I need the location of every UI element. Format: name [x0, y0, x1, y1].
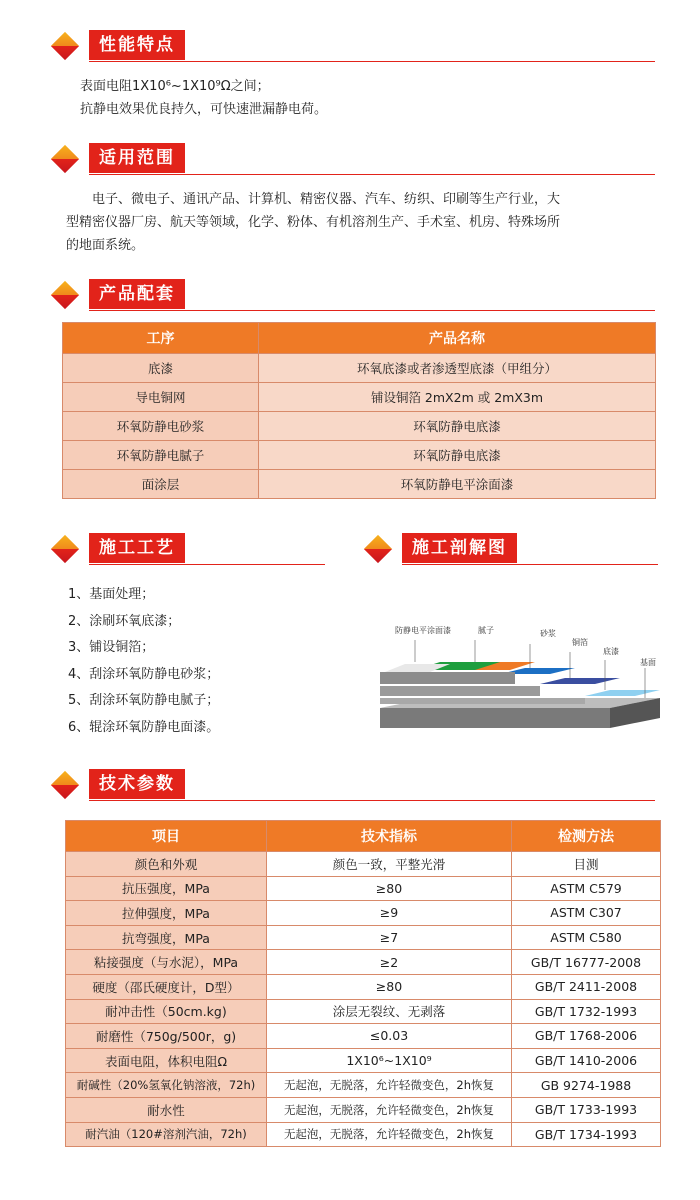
table-cell: GB/T 2411-2008: [512, 974, 661, 999]
table-cell: 环氧防静电平涂面漆: [259, 470, 656, 499]
table-cell: 目测: [512, 852, 661, 877]
table-cell: 抗弯强度，MPa: [66, 925, 267, 950]
section-header-products: [55, 279, 655, 311]
table-cell: 耐汽油（120#溶剂汽油，72h): [66, 1122, 267, 1147]
scope-line: 电子、微电子、通讯产品、计算机、精密仪器、汽车、纺织、印刷等生产行业，大: [92, 192, 561, 207]
section-header-tech: [55, 769, 655, 801]
table-row: [66, 1122, 661, 1147]
divider: [89, 174, 655, 175]
table-cell: 抗压强度，MPa: [66, 876, 267, 901]
table-cell: GB/T 1734-1993: [512, 1122, 661, 1147]
table-cell: ASTM C307: [512, 901, 661, 926]
diamond-icon: [51, 145, 79, 173]
column-header: 产品名称: [259, 323, 656, 354]
table-cell: 无起泡，无脱落，允许轻微变色，2h恢复: [267, 1073, 512, 1098]
column-header: 工序: [63, 323, 259, 354]
table-row: [66, 950, 661, 975]
table-row: [63, 383, 656, 412]
section-header-diagram: [368, 533, 658, 565]
layer-base-front: [380, 708, 610, 728]
products-table: [62, 322, 656, 499]
section-title: 适用范围: [89, 143, 185, 173]
table-row: [66, 852, 661, 877]
diagram-label: 底漆: [603, 647, 619, 656]
table-cell: 颜色一致，平整光滑: [267, 852, 512, 877]
divider: [89, 61, 655, 62]
table-cell: ≥80: [267, 876, 512, 901]
table-cell: 无起泡，无脱落，允许轻微变色，2h恢复: [267, 1097, 512, 1122]
table-cell: GB/T 1410-2006: [512, 1048, 661, 1073]
table-header-row: [63, 323, 656, 354]
table-cell: 底漆: [63, 354, 259, 383]
table-cell: 表面电阻，体积电阻Ω: [66, 1048, 267, 1073]
section-title: 施工剖解图: [402, 533, 517, 563]
table-cell: GB/T 1768-2006: [512, 1024, 661, 1049]
table-row: [66, 925, 661, 950]
list-item: 3、铺设铜箔；: [68, 640, 155, 655]
diagram-label: 腻子: [478, 626, 494, 635]
table-cell: GB/T 1733-1993: [512, 1097, 661, 1122]
diagram-label: 砂浆: [540, 629, 556, 638]
table-row: [63, 441, 656, 470]
diamond-icon: [51, 281, 79, 309]
section-title: 性能特点: [89, 30, 185, 60]
list-item: 2、涂刷环氧底漆；: [68, 613, 181, 629]
table-cell: 环氧防静电砂浆: [63, 412, 259, 441]
section-title: 产品配套: [89, 279, 185, 309]
table-row: [66, 1097, 661, 1122]
table-cell: 拉伸强度，MPa: [66, 901, 267, 926]
table-cell: 导电铜网: [63, 383, 259, 412]
scope-line: 型精密仪器厂房、航天等领域，化学、粉体、有机溶剂生产、手术室、机房、特殊场所: [66, 215, 561, 230]
feature-line: 抗静电效果优良持久，可快速泄漏静电荷。: [80, 102, 328, 117]
divider: [89, 310, 655, 311]
section-header-scope: [55, 143, 655, 175]
table-cell: 耐水性: [66, 1097, 267, 1122]
table-cell: 铺设铜箔 2mX2m 或 2mX3m: [259, 383, 656, 412]
divider: [89, 800, 655, 801]
diagram-label: 防静电平涂面漆: [395, 626, 451, 635]
table-cell: ≤0.03: [267, 1024, 512, 1049]
list-item: 5、刮涂环氧防静电腻子；: [68, 693, 220, 708]
diamond-icon: [51, 535, 79, 563]
table-cell: ≥7: [267, 925, 512, 950]
section-header-features: [55, 30, 655, 62]
table-cell: ASTM C579: [512, 876, 661, 901]
layer-primer-front: [380, 698, 585, 704]
features-text: [80, 75, 327, 121]
scope-text: [66, 188, 666, 257]
diamond-icon: [51, 32, 79, 60]
feature-line: 表面电阻1X10⁶~1X10⁹Ω之间；: [80, 79, 270, 94]
layer-top-front: [380, 672, 515, 684]
table-cell: 环氧底漆或者渗透型底漆（甲组分）: [259, 354, 656, 383]
table-row: [66, 1048, 661, 1073]
table-cell: 环氧防静电底漆: [259, 441, 656, 470]
table-cell: 耐碱性（20%氢氧化钠溶液，72h): [66, 1073, 267, 1098]
table-row: [66, 1024, 661, 1049]
column-header: 检测方法: [512, 821, 661, 852]
layer-primer: [585, 690, 660, 696]
table-cell: 无起泡，无脱落，允许轻微变色，2h恢复: [267, 1122, 512, 1147]
table-cell: 环氧防静电底漆: [259, 412, 656, 441]
column-header: 技术指标: [267, 821, 512, 852]
table-cell: ≥9: [267, 901, 512, 926]
table-cell: GB 9274-1988: [512, 1073, 661, 1098]
table-row: [63, 412, 656, 441]
table-cell: 面涂层: [63, 470, 259, 499]
layer-diagram: [380, 640, 665, 735]
tech-table: [65, 820, 661, 1147]
table-row: [63, 470, 656, 499]
table-row: [66, 1073, 661, 1098]
layer-copper-front: [380, 686, 540, 696]
divider: [402, 564, 658, 565]
diamond-icon: [364, 535, 392, 563]
table-cell: ≥2: [267, 950, 512, 975]
section-title: 技术参数: [89, 769, 185, 799]
scope-line: 的地面系统。: [66, 238, 145, 253]
table-cell: 硬度（邵氏硬度计，D型）: [66, 974, 267, 999]
table-cell: 涂层无裂纹、无剥落: [267, 999, 512, 1024]
table-cell: ASTM C580: [512, 925, 661, 950]
table-cell: 耐冲击性（50cm.kg): [66, 999, 267, 1024]
layer-copper: [540, 678, 620, 684]
table-row: [66, 901, 661, 926]
table-cell: ≥80: [267, 974, 512, 999]
section-header-process: [55, 533, 325, 565]
process-steps: [68, 582, 219, 741]
list-item: 4、刮涂环氧防静电砂浆；: [68, 666, 220, 682]
table-row: [66, 974, 661, 999]
table-cell: 粘接强度（与水泥），MPa: [66, 950, 267, 975]
table-cell: 环氧防静电腻子: [63, 441, 259, 470]
divider: [89, 564, 325, 565]
diagram-label: 基面: [640, 658, 656, 667]
table-row: [66, 876, 661, 901]
section-title: 施工工艺: [89, 533, 185, 563]
list-item: 1、基面处理；: [68, 587, 155, 602]
table-cell: GB/T 1732-1993: [512, 999, 661, 1024]
table-cell: 1X10⁶~1X10⁹: [267, 1048, 512, 1073]
diagram-label: 铜箔: [572, 638, 588, 647]
table-cell: GB/T 16777-2008: [512, 950, 661, 975]
table-row: [66, 999, 661, 1024]
table-row: [63, 354, 656, 383]
table-header-row: [66, 821, 661, 852]
column-header: 项目: [66, 821, 267, 852]
table-cell: 颜色和外观: [66, 852, 267, 877]
diamond-icon: [51, 771, 79, 799]
table-cell: 耐磨性（750g/500r，g): [66, 1024, 267, 1049]
list-item: 6、辊涂环氧防静电面漆。: [68, 719, 220, 735]
